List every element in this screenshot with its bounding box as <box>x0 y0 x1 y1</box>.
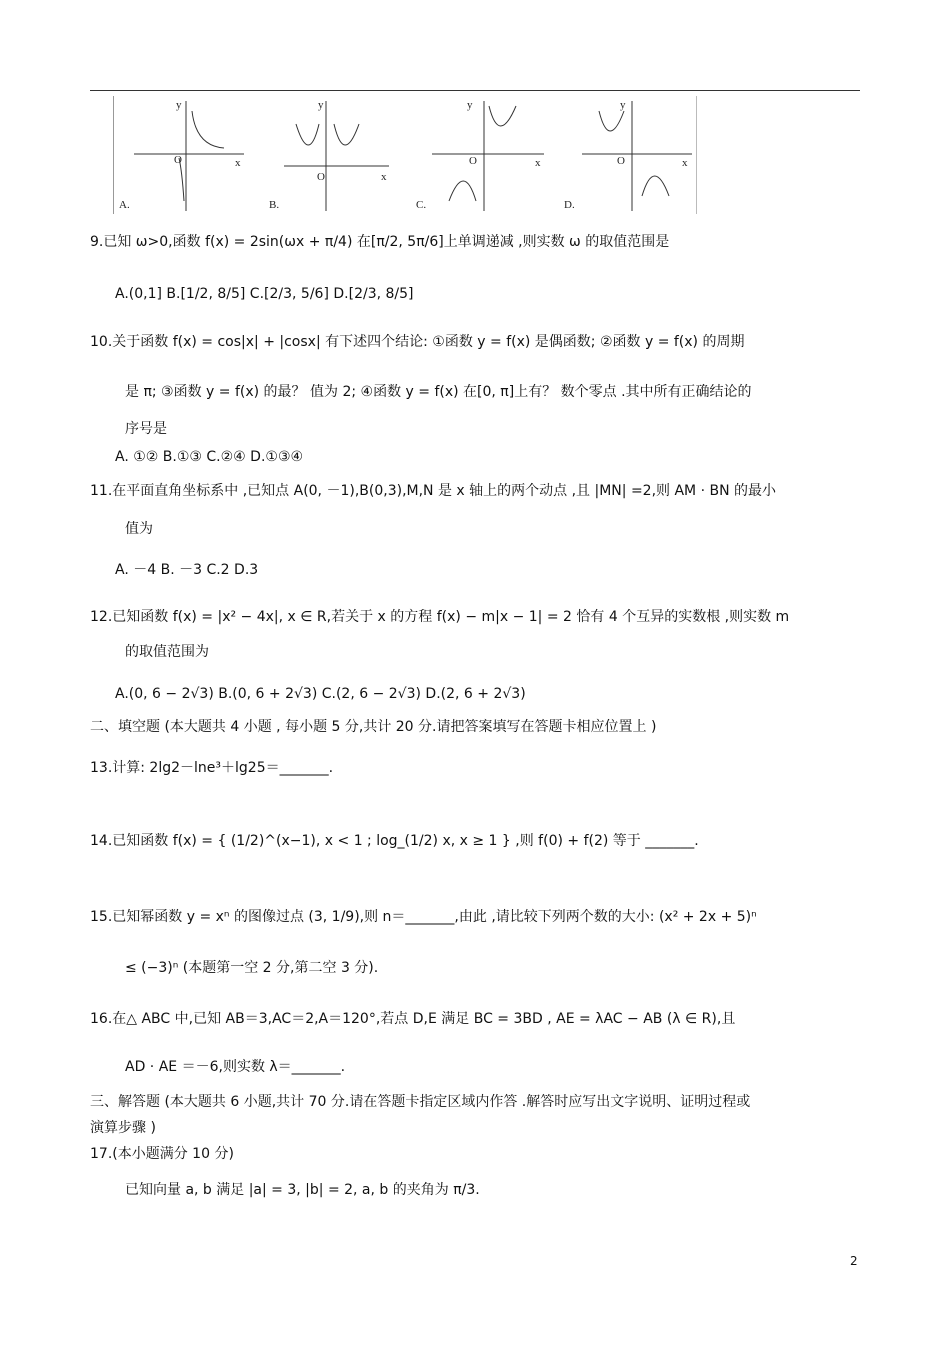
q11-stem: 11.在平面直角坐标系中 ,已知点 A(0, －1),B(0,3),M,N 是 x 轴上的两个动点 ,且 |MN| =2,则 AM · BN 的最小 <box>90 483 777 499</box>
q11-stem-end: 值为 <box>125 521 153 537</box>
q12-options: A.(0, 6 − 2√3) B.(0, 6 + 2√3) C.(2, 6 − 2√3) D.(2, 6 + 2√3) <box>115 686 526 702</box>
origin-label-a: O <box>174 154 182 166</box>
page-number: 2 <box>850 1254 858 1268</box>
q15-stem-end: ≤ (−3)ⁿ (本题第一空 2 分,第二空 3 分). <box>125 960 379 976</box>
x-axis-label-d: x <box>682 157 688 169</box>
option-c-label: C. <box>416 199 427 211</box>
q17-stem: 已知向量 a, b 满足 |a| = 3, |b| = 2, a, b 的夹角为 π/3. <box>125 1182 480 1198</box>
q15-stem: 15.已知幂函数 y = xⁿ 的图像过点 (3, 1/9),则 n＝_______,由此 ,请比较下列两个数的大小: (x² + 2x + 5)ⁿ <box>90 909 757 925</box>
q10-options: A. ①② B.①③ C.②④ D.①③④ <box>115 449 304 465</box>
graphs-svg <box>114 96 696 214</box>
q9-options: A.(0,1] B.[1/2, 8/5] C.[2/3, 5/6] D.[2/3, 8/5] <box>115 286 414 302</box>
section-3-heading-cont: 演算步骤 ) <box>90 1120 156 1136</box>
q16-stem-end: AD · AE ＝－6,则实数 λ＝_______. <box>125 1059 346 1075</box>
q10-stem-end: 序号是 <box>125 421 167 437</box>
q14: 14.已知函数 f(x) = { (1/2)^(x−1), x < 1 ; log_(1/2) x, x ≥ 1 } ,则 f(0) + f(2) 等于 _______. <box>90 833 699 849</box>
q16-stem: 16.在△ ABC 中,已知 AB＝3,AC＝2,A＝120°,若点 D,E 满足 BC = 3BD , AE = λAC − AB (λ ∈ R),且 <box>90 1011 736 1027</box>
y-axis-label-d: y <box>620 99 626 111</box>
section-2-heading: 二、填空题 (本大题共 4 小题 , 每小题 5 分,共计 20 分.请把答案填写在答题卡相应位置上 ) <box>90 719 657 735</box>
y-axis-label-a: y <box>176 99 182 111</box>
q10-stem: 10.关于函数 f(x) = cos|x| + |cosx| 有下述四个结论: ①函数 y = f(x) 是偶函数; ②函数 y = f(x) 的周期 <box>90 334 745 350</box>
q17-heading: 17.(本小题满分 10 分) <box>90 1146 234 1162</box>
q11-options: A. －4 B. －3 C.2 D.3 <box>115 562 259 578</box>
q10-stem-cont: 是 π; ③函数 y = f(x) 的最？ 值为 2; ④函数 y = f(x) 在[0, π]上有？ 数个零点 .其中所有正确结论的 <box>125 384 752 400</box>
option-b-label: B. <box>269 199 280 211</box>
function-graphs-figure <box>113 96 697 214</box>
header-rule <box>90 90 860 91</box>
q12-stem: 12.已知函数 f(x) = |x² − 4x|, x ∈ R,若关于 x 的方程 f(x) − m|x − 1| = 2 恰有 4 个互异的实数根 ,则实数 m <box>90 609 790 625</box>
y-axis-label-c: y <box>467 99 473 111</box>
origin-label-d: O <box>617 155 625 167</box>
option-a-label: A. <box>119 199 130 211</box>
q12-stem-end: 的取值范围为 <box>125 644 209 660</box>
option-d-label: D. <box>564 199 575 211</box>
x-axis-label-b: x <box>381 171 387 183</box>
origin-label-b: O <box>317 171 325 183</box>
origin-label-c: O <box>469 155 477 167</box>
x-axis-label-a: x <box>235 157 241 169</box>
y-axis-label-b: y <box>318 99 324 111</box>
q9-stem: 9.已知 ω>0,函数 f(x) = 2sin(ωx + π/4) 在[π/2, 5π/6]上单调递减 ,则实数 ω 的取值范围是 <box>90 234 670 250</box>
q13: 13.计算: 2lg2－lne³＋lg25＝_______. <box>90 760 334 776</box>
section-3-heading: 三、解答题 (本大题共 6 小题,共计 70 分.请在答题卡指定区域内作答 .解答时应写出文字说明、证明过程或 <box>90 1094 751 1110</box>
x-axis-label-c: x <box>535 157 541 169</box>
